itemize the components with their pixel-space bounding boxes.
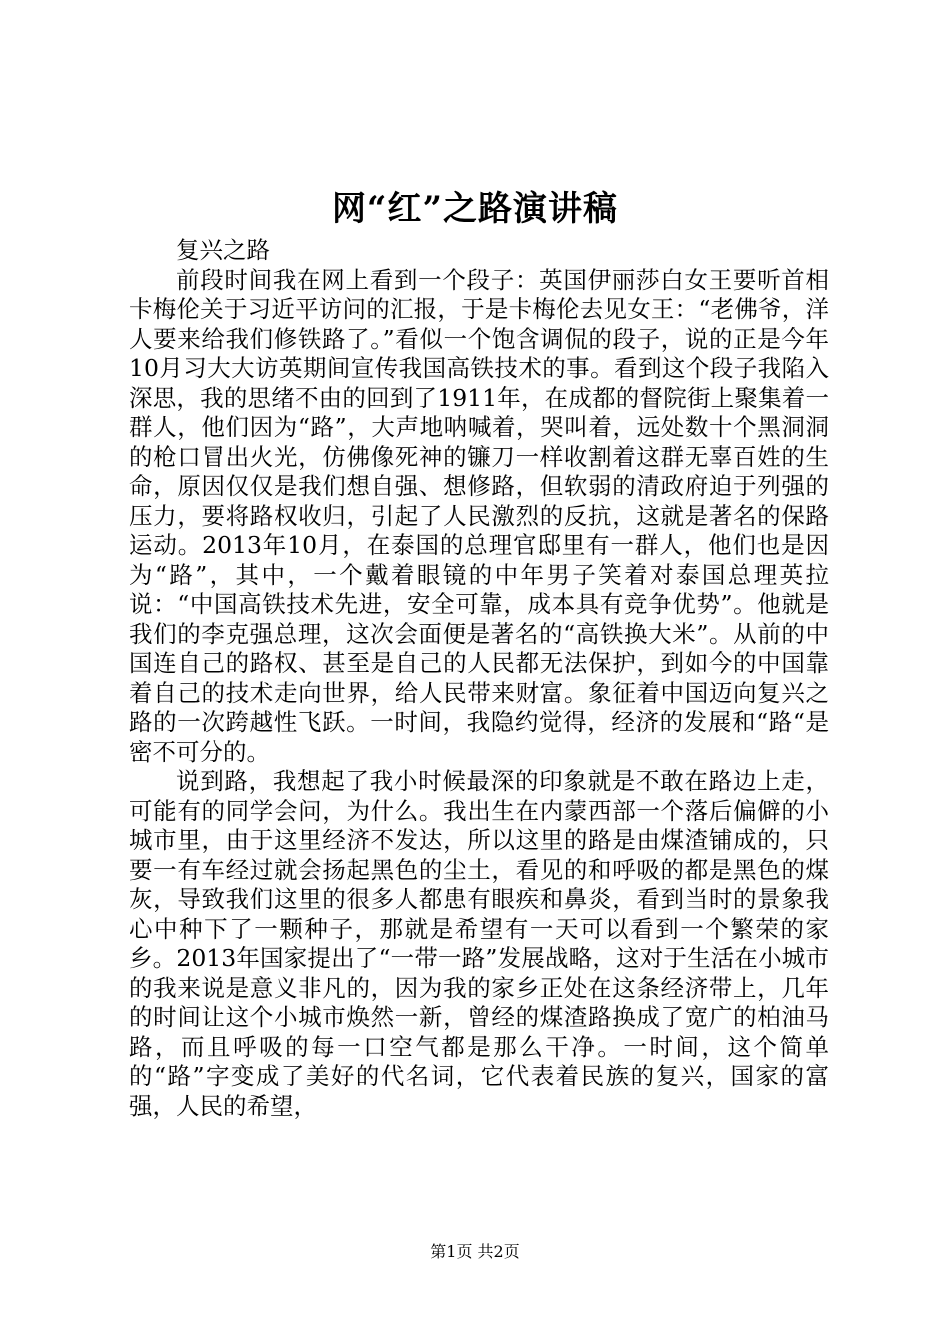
document-title: 网“红”之路演讲稿 bbox=[331, 189, 619, 229]
document-subtitle: 复兴之路 bbox=[176, 236, 270, 264]
document-body bbox=[129, 236, 829, 1121]
paragraph-2: 说到路，我想起了我小时候最深的印象就是不敢在路边上走，可能有的同学会问，为什么。我出生在内蒙西部一个落后偏僻的小城市里，由于这里经济不发达，所以这里的路是由煤渣铺成的，只要一有车经过就会扬起黑色的尘土，看见的和呼吸的都是黑色的煤灰，导致我们这里的很多人都患有眼疾和鼻炎，看到当时的景象我心中种下了一颗种子，那就是希望有一天可以看到一个繁荣的家乡。2013年国家提出了“一带一路”发展战略，这对于生活在小城市的我来说是意义非凡的，因为我的家乡正处在这条经济带上，几年的时间让这个小城市焕然一新，曾经的煤渣路换成了宽广的柏油马路，而且呼吸的每一口空气都是那么干净。一时间，这个简单的“路”字变成了美好的代名词，它代表着民族的复兴，国家的富强，人民的希望， bbox=[129, 767, 829, 1120]
paragraph-1: 前段时间我在网上看到一个段子：英国伊丽莎白女王要听首相卡梅伦关于习近平访问的汇报，于是卡梅伦去见女王：“老佛爷，洋人要来给我们修铁路了。”看似一个饱含调侃的段子，说的正是今年10月习大大访英期间宣传我国高铁技术的事。看到这个段子我陷入深思，我的思绪不由的回到了1911年，在成都的督院街上聚集着一群人，他们因为“路”，大声地呐喊着，哭叫着，远处数十个黑洞洞的枪口冒出火光，仿佛像死神的镰刀一样收割着这群无辜百姓的生命，原因仅仅是我们想自强、想修路，但软弱的清政府迫于列强的压力，要将路权收归，引起了人民激烈的反抗，这就是著名的保路运动。2013年10月，在泰国的总理官邸里有一群人，他们也是因为“路”，其中，一个戴着眼镜的中年男子笑着对泰国总理英拉说：“中国高铁技术先进，安全可靠，成本具有竞争优势”。他就是我们的李克强总理，这次会面便是著名的“高铁换大米”。从前的中国连自己的路权、甚至是自己的人民都无法保护，到如今的中国靠着自己的技术走向世界，给人民带来财富。象征着中国迈向复兴之路的一次跨越性飞跃。一时间，我隐约觉得，经济的发展和“路“是密不可分的。 bbox=[129, 265, 829, 766]
page-number-footer: 第1页 共2页 bbox=[430, 1242, 520, 1261]
